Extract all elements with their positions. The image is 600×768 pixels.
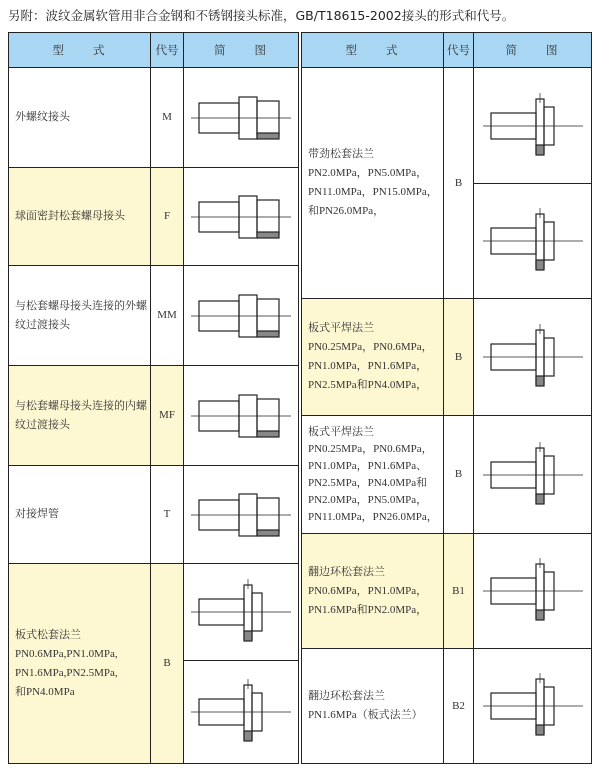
type-detail: PN0.25MPa，PN0.6MPa， — [308, 442, 433, 455]
header-type: 型 式 — [8, 32, 151, 68]
diagram-cell — [473, 415, 592, 534]
code-cell: B — [443, 67, 474, 299]
type-detail: PN0.25MPa，PN0.6MPa， — [308, 341, 433, 353]
type-cell: 球面密封松套螺母接头 — [8, 167, 151, 266]
flange-diagram — [483, 322, 583, 392]
type-detail: PN1.0MPa，PN1.6MPa、 — [308, 459, 428, 472]
type-cell: 外螺纹接头 — [8, 67, 151, 168]
code-cell: B2 — [443, 648, 474, 764]
code-cell: MM — [150, 265, 184, 366]
fitting-diagram — [191, 182, 291, 252]
flange-diagram — [483, 206, 583, 276]
type-name: 翻边环松套法兰 — [308, 565, 385, 578]
flange-diagram — [483, 440, 583, 510]
header-diagram: 简 图 — [183, 32, 299, 68]
type-detail: PN11.0MPa，PN26.0MPa， — [308, 510, 438, 523]
flange-diagram — [191, 677, 291, 747]
type-detail: PN0.6MPa，PN1.0MPa， — [308, 584, 428, 597]
diagram-cell — [183, 67, 299, 168]
type-detail: PN11.0MPa，PN15.0MPa， — [308, 186, 438, 198]
fitting-diagram — [191, 281, 291, 351]
type-name: 翻边环松套法兰 — [308, 690, 385, 702]
fitting-diagram — [191, 381, 291, 451]
diagram-cell — [183, 563, 299, 661]
diagram-cell — [183, 265, 299, 366]
type-cell: 对接焊管 — [8, 465, 151, 564]
type-cell: 与松套螺母接头连接的外螺纹过渡接头 — [8, 265, 151, 366]
type-detail: PN1.6MPa,PN2.5MPa, — [15, 666, 118, 679]
type-detail: PN2.5MPa和PN4.0MPa， — [308, 379, 428, 391]
type-name: 板式松套法兰 — [15, 628, 81, 641]
type-detail: PN1.6MPa和PN2.0MPa， — [308, 603, 428, 616]
header-code: 代号 — [443, 32, 474, 68]
diagram-cell — [473, 648, 592, 764]
pipe-diagram — [191, 480, 291, 550]
code-cell: T — [150, 465, 184, 564]
code-cell: MF — [150, 365, 184, 466]
flange-diagram — [483, 556, 583, 626]
diagram-cell — [473, 183, 592, 299]
type-detail: 和PN4.0MPa — [15, 685, 75, 698]
header-diagram: 简 图 — [473, 32, 592, 68]
flange-diagram — [483, 91, 583, 161]
type-detail: PN2.0MPa，PN5.0MPa， — [308, 493, 428, 506]
type-detail: PN1.6MPa（板式法兰） — [308, 709, 423, 721]
type-cell — [301, 298, 444, 416]
type-detail: PN2.5MPa，PN4.0MPa和 — [308, 476, 428, 489]
type-detail: PN2.0MPa，PN5.0MPa， — [308, 167, 428, 179]
diagram-cell — [183, 660, 299, 764]
type-detail: 和PN26.0MPa， — [308, 205, 385, 217]
code-cell: B1 — [443, 533, 474, 649]
code-cell: B — [443, 298, 474, 416]
code-cell: B — [443, 415, 474, 534]
code-cell: M — [150, 67, 184, 168]
type-cell — [301, 533, 444, 649]
type-cell: 与松套螺母接头连接的内螺纹过渡接头 — [8, 365, 151, 466]
page-title: 另附：波纹金属软管用非合金钢和不锈钢接头标准，GB/T18615-2002接头的形式和代号。 — [8, 8, 515, 23]
type-name: 板式平焊法兰 — [308, 425, 374, 438]
header-code: 代号 — [150, 32, 184, 68]
type-cell — [301, 415, 444, 534]
diagram-cell — [183, 465, 299, 564]
type-cell — [8, 563, 151, 764]
diagram-cell — [473, 533, 592, 649]
diagram-cell — [473, 298, 592, 416]
header-type: 型 式 — [301, 32, 444, 68]
type-cell — [301, 648, 444, 764]
code-cell: B — [150, 563, 184, 764]
flange-diagram — [483, 671, 583, 741]
type-cell — [301, 67, 444, 299]
type-name: 板式平焊法兰 — [308, 322, 374, 334]
fitting-diagram — [191, 83, 291, 153]
diagram-cell — [473, 67, 592, 184]
type-detail: PN0.6MPa,PN1.0MPa, — [15, 647, 118, 660]
code-cell: F — [150, 167, 184, 266]
diagram-cell — [183, 365, 299, 466]
type-name: 带劲松套法兰 — [308, 148, 374, 160]
type-detail: PN1.0MPa，PN1.6MPa， — [308, 360, 428, 372]
flange-diagram — [191, 577, 291, 647]
diagram-cell — [183, 167, 299, 266]
